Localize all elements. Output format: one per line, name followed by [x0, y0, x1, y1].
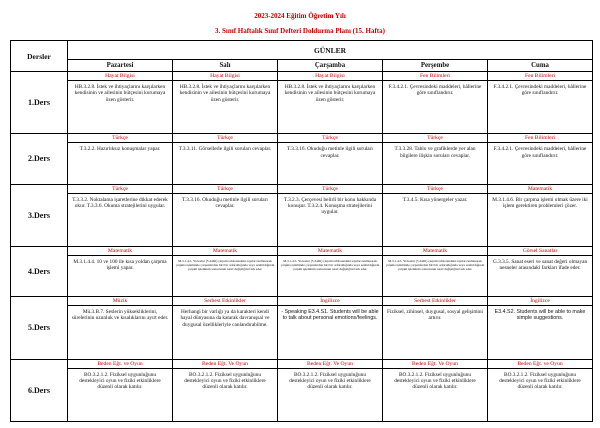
- subject-label: Türkçe: [173, 134, 277, 143]
- outcome-text: Herhangi bir varlığı ya da karakteri kendi hayal dünyasına da katarak davranışsal ve duygusal özellikleriyle canlandırabilme.: [180, 309, 270, 328]
- outcome-text: - Speaking E3.4.S1. Students will be able to talk about personal emotions/feelings.: [281, 309, 379, 322]
- lesson-rows: [11, 72, 593, 422]
- lesson-cell: [68, 72, 173, 134]
- subject-label: Hayat Bilgisi: [173, 72, 277, 81]
- lesson-cell: [488, 297, 593, 359]
- lesson-plan-table: [10, 40, 593, 422]
- lesson-cell: [278, 184, 383, 246]
- lesson-cell: [278, 72, 383, 134]
- lesson-label: 1.Ders: [11, 72, 68, 134]
- subject-label: Matematik: [278, 247, 382, 256]
- outcome-text: T.3.4.5. Kısa yönergeler yazar.: [402, 196, 468, 203]
- day-header: Çarşamba: [278, 60, 383, 72]
- lesson-cell: [278, 134, 383, 184]
- outcome-text: T.3.3.2. Noktalama işaretlerine dikkat ederek okur. T.3.3.6. Okuma stratejilerini uygular.: [72, 196, 168, 209]
- outcome-text: T.3.2.3. Çerçevesi belirli bir konu hakkında konuşur. T.3.2.4. Konuşma stratejilerini uygular.: [283, 196, 377, 216]
- outcome-text: G.3.3.5. Sanat eseri ve sanat değeri olmayan nesneler arasındaki farkları ifade eder.: [492, 258, 588, 272]
- lesson-label: 3.Ders: [11, 184, 68, 246]
- lesson-cell: [383, 72, 488, 134]
- corner-header: Dersler: [11, 41, 68, 72]
- outcome-text: M.3.1.4.5. Ya kadar (5 dahil) çarpım tablosundaki sayıları kullanarak çarpma işleminde çarpanlardan biri bir arttırıldığında veya azaltıldığında çarpım işleminin sonucunun nasıl değiştiğini fark eder.: [280, 258, 380, 272]
- lesson-cell: [383, 297, 488, 359]
- lesson-label: 5.Ders: [11, 297, 68, 359]
- subject-label: Türkçe: [383, 134, 487, 143]
- lesson-row: [11, 184, 593, 246]
- page-subtitle: 3. Sınıf Haftalık Sınıf Defteri Doldurma Planı (15. Hafta): [215, 27, 385, 35]
- subject-label: Hayat Bilgisi: [278, 72, 382, 81]
- subject-label: Beden Eğt. Ve Oyun: [278, 360, 382, 369]
- outcome-text: BO.3.2.1.2. Fiziksel uygunluğunu destekleyici oyun ve fiziki etkinliklere düzenli olarak katılır.: [79, 371, 161, 391]
- subject-label: Matematik: [68, 247, 172, 256]
- subject-label: Türkçe: [68, 134, 172, 143]
- lesson-cell: [68, 297, 173, 359]
- outcome-text: F.3.4.2.1. Çevresindeki maddeleri, hâllerine göre sınıflandırır.: [493, 84, 587, 97]
- day-header: Salı: [173, 60, 278, 72]
- lesson-cell: [68, 184, 173, 246]
- lesson-cell: [68, 246, 173, 296]
- outcome-text: BO.3.2.1.2. Fiziksel uygunluğunu destekleyici oyun ve fiziki etkinliklere düzenli olarak katılır.: [184, 371, 266, 391]
- lesson-cell: [278, 359, 383, 422]
- subject-label: Beden Eğt. Ve Oyun: [173, 360, 277, 369]
- lesson-cell: [173, 246, 278, 296]
- outcome-text: HB.3.2.8. İstek ve ihtiyaçlarını karşılarken kendisinin ve ailesinin bütçesini korumaya özen gösterir.: [284, 84, 376, 103]
- lesson-cell: [278, 297, 383, 359]
- outcome-text: M.3.1.4.5. Ya kadar (5 dahil) çarpım tablosundaki sayıları kullanarak çarpma işleminde çarpanlardan biri bir arttırıldığında veya azaltıldığında çarpım işleminin sonucunun nasıl değiştiğini fark eder.: [385, 258, 485, 272]
- subject-label: Hayat Bilgisi: [68, 72, 172, 81]
- lesson-cell: [173, 359, 278, 422]
- lesson-row: [11, 134, 593, 184]
- lesson-cell: [488, 184, 593, 246]
- outcome-text: BO.3.2.1.2. Fiziksel uygunluğunu destekleyici oyun ve fiziki etkinliklere düzenli olarak katılır.: [289, 371, 371, 391]
- lesson-label: 2.Ders: [11, 134, 68, 184]
- subject-label: Serbest Etkinlikler: [383, 297, 487, 306]
- day-header: Perşembe: [383, 60, 488, 72]
- outcome-text: F.3.4.2.1. Çevresindeki maddeleri, hâllerine göre sınıflandırır.: [388, 84, 482, 97]
- outcome-text: BO.3.2.1.2. Fiziksel uygunluğunu destekleyici oyun ve fiziki etkinliklere düzenli olarak katılır.: [499, 371, 581, 391]
- lesson-cell: [173, 297, 278, 359]
- subject-label: Türkçe: [383, 185, 487, 194]
- lesson-row: [11, 72, 593, 134]
- lesson-cell: [383, 134, 488, 184]
- outcome-text: HB.3.2.8. İstek ve ihtiyaçlarını karşılarken kendisinin ve ailesinin bütçesini korumaya özen gösterir.: [179, 84, 271, 103]
- lesson-row: [11, 359, 593, 422]
- outcome-text: T.3.3.11. Görsellerle ilgili soruları cevaplar.: [178, 146, 272, 153]
- lesson-cell: [488, 72, 593, 134]
- outcome-text: M.3.1.4.4. 10 ve 100 ile kısa yoldan çarpma işlemi yapar.: [73, 258, 167, 272]
- lesson-row: [11, 297, 593, 359]
- subject-label: Görsel Sanatlar: [488, 247, 592, 256]
- subject-label: Türkçe: [278, 134, 382, 143]
- subject-label: İngilizce: [278, 297, 382, 306]
- lesson-cell: [278, 246, 383, 296]
- lesson-cell: [488, 134, 593, 184]
- outcome-text: Mü.3.B.7. Seslerin yüksekliklerini, sürelerinin uzunluk ve kısalıklarını ayırt eder.: [71, 309, 169, 322]
- subject-label: Matematik: [383, 247, 487, 256]
- subject-label: Beden Eğt. ve Oyun: [488, 360, 592, 369]
- lesson-cell: [173, 134, 278, 184]
- page-title: 2023-2024 Eğitim Öğretim Yılı: [254, 12, 346, 20]
- subject-label: İngilizce: [488, 297, 592, 306]
- lesson-cell: [68, 359, 173, 422]
- outcome-text: T.3.3.16. Okuduğu metinle ilgili soruları cevaplar.: [182, 196, 268, 209]
- subject-label: Matematik: [173, 247, 277, 256]
- lesson-cell: [68, 134, 173, 184]
- day-header: Cuma: [488, 60, 593, 72]
- lesson-cell: [488, 246, 593, 296]
- subject-label: Türkçe: [278, 185, 382, 194]
- subject-label: Türkçe: [173, 185, 277, 194]
- subject-label: Serbest Etkinlikler: [173, 297, 277, 306]
- outcome-text: HB.3.2.8. İstek ve ihtiyaçlarını karşılarken kendisinin ve ailesinin bütçesini korumaya özen gösterir.: [74, 84, 166, 103]
- outcome-text: T.3.3.16. Okuduğu metinle ilgili soruları cevaplar.: [287, 146, 373, 159]
- outcome-text: T.3.2.2. Hazırlıksız konuşmalar yapar.: [79, 146, 161, 153]
- lesson-cell: [383, 184, 488, 246]
- outcome-text: BO.3.2.1.2. Fiziksel uygunluğunu destekleyici oyun ve fiziki etkinliklere düzenli olarak katılır.: [394, 371, 476, 391]
- lesson-cell: [383, 246, 488, 296]
- outcome-text: T.3.3.28. Tablo ve grafiklerde yer alan bilgilere ilişkin soruları cevaplar.: [394, 146, 476, 159]
- lesson-cell: [173, 184, 278, 246]
- subject-label: Beden Eğt. ve Oyun: [68, 360, 172, 369]
- lesson-cell: [383, 359, 488, 422]
- subject-label: Matematik: [488, 185, 592, 194]
- lesson-label: 6.Ders: [11, 359, 68, 422]
- subject-label: Fen Bilimleri: [488, 134, 592, 143]
- lesson-cell: [488, 359, 593, 422]
- outcome-text: M.3.1.4.6. Bir çarpma işlemi olmak üzere iki işlem gerektiren problemleri çözer.: [492, 196, 588, 209]
- outcome-text: M.3.1.4.5. Ya kadar (5 dahil) çarpım tablosundaki sayıları kullanarak çarpma işleminde çarpanlardan biri bir arttırıldığında veya azaltıldığında çarpım işleminin sonucunun nasıl değiştiğini fark eder.: [175, 258, 275, 272]
- outcome-text: Fiziksel, zihinsel, duygusal, sosyal gelişimini artırır.: [386, 309, 484, 322]
- subject-label: Türkçe: [68, 185, 172, 194]
- subject-label: Müzik: [68, 297, 172, 306]
- outcome-text: E3.4.S2. Students will be able to make simple suggestions.: [494, 309, 586, 322]
- outcome-text: F.3.4.2.1. Çevresindeki maddeleri, hâllerine göre sınıflandırır.: [493, 146, 587, 159]
- lesson-cell: [173, 72, 278, 134]
- day-header: Pazartesi: [68, 60, 173, 72]
- subject-label: Beden Eğt. Ve Oyun: [383, 360, 487, 369]
- lesson-row: [11, 246, 593, 296]
- subject-label: Fen Bilimleri: [383, 72, 487, 81]
- days-group-header: GÜNLER: [68, 41, 593, 60]
- lesson-label: 4.Ders: [11, 246, 68, 296]
- subject-label: Fen Bilimleri: [488, 72, 592, 81]
